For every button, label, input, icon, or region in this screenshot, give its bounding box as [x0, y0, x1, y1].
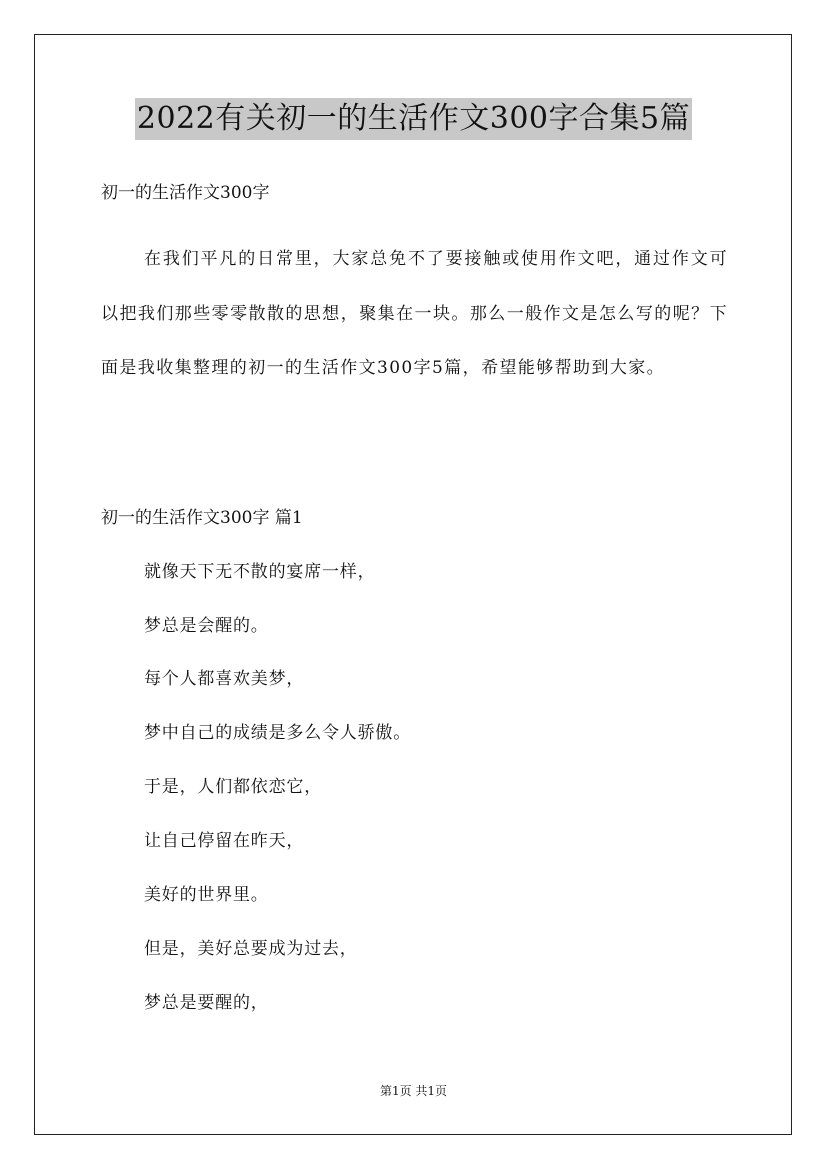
page-number-footer: 第1页 共1页 — [379, 1084, 448, 1098]
essay-line: 于是，人们都依恋它， — [144, 777, 322, 797]
document-title: 2022有关初一的生活作文300字合集5篇 — [135, 98, 692, 140]
essay-line: 但是，美好总要成为过去， — [144, 939, 358, 959]
essay-line: 梦总是要醒的， — [144, 993, 269, 1013]
essay-line: 梦总是会醒的。 — [144, 616, 269, 636]
title-container — [0, 98, 827, 140]
essay-line: 就像天下无不散的宴席一样， — [144, 562, 376, 582]
essay-line: 美好的世界里。 — [144, 885, 269, 905]
essay-line: 每个人都喜欢美梦， — [144, 669, 305, 689]
intro-paragraph: 在我们平凡的日常里，大家总免不了要接触或使用作文吧，通过作文可以把我们那些零零散散的思想，聚集在一块。那么一般作文是怎么写的呢？下面是我收集整理的初一的生活作文300字5篇，希望能够帮助到大家。 — [101, 249, 728, 378]
section-heading: 初一的生活作文300字 — [101, 183, 270, 203]
essay-line: 让自己停留在昨天， — [144, 831, 305, 851]
essay-heading: 初一的生活作文300字 篇1 — [101, 508, 303, 528]
essay-line: 梦中自己的成绩是多么令人骄傲。 — [144, 723, 411, 743]
